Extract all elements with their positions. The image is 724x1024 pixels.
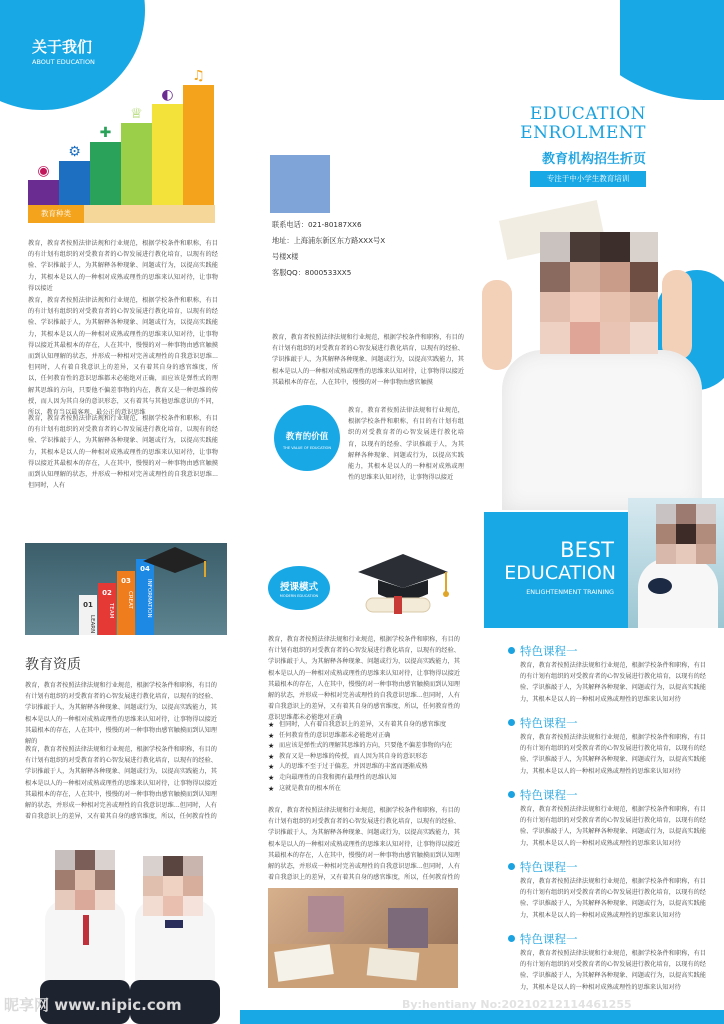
- film-reel-icon: ⚙: [68, 144, 81, 160]
- title-en-line-2: ENROLMENT: [520, 123, 646, 143]
- camera-icon: ◉: [37, 163, 50, 179]
- watermark-left: 昵享网 www.nipic.com: [4, 996, 182, 1014]
- bullet-item: [268, 773, 463, 784]
- bullet-text: 任何教育性的意识思维都未必能绝对正确: [279, 731, 391, 739]
- contact-phone: 联系电话：021-80187XX6: [272, 220, 362, 229]
- book-number-4: 04: [140, 565, 150, 573]
- classroom-photo: [268, 888, 458, 988]
- panel4-paragraph-1: 教育，教育者按照法律法规和行业规范，根据学校条件和职称，有目的有计划有组织的对受教育者的心智发展进行教化培育，以现有的经验、学识推敲于人，为其解释各种现象、问题或行为，以提高实践能力，其根本是以人的一种相对成熟或理性的思维来认知对待，让事物得以接近其最根本的存在，人在其中，慢慢的对一种事物由感官触摸而到认知理解的: [25, 682, 217, 746]
- book-number-3: 03: [121, 577, 131, 585]
- feature-course-title: 特色课程一: [520, 716, 578, 730]
- feature-course-title: 特色课程一: [520, 788, 578, 802]
- bullet-text: 人的思维不至于过于偏差，并因思维的丰富而逐渐成熟: [279, 763, 428, 771]
- book-word-4: INFORMATION: [146, 579, 152, 618]
- contact-qq: 客服QQ：8000533XX5: [272, 268, 352, 277]
- logo-placeholder: [270, 155, 330, 213]
- feature-course-item: [506, 787, 706, 859]
- star-bullet-icon: ★: [268, 752, 275, 761]
- value-subtitle: THE VALUE OF EDUCATION: [282, 446, 332, 450]
- panel4-paragraph-2: 教育，教育者按照法律法规和行业规范，根据学校条件和职称，有目的有计划有组织的对受教育者的心智发展进行教化培育，以现有的经验、学识推敲于人，为其解释各种现象、问题或行为，以提高实践能力，其根本是以人的一种相对成熟或理性的思维来认知对待，让事物得以接近其最根本的存在，人在其中，慢慢的对一种事物由感官触摸而到认知理解的状态，并形成一种相对完善或理性的自我意识思维...但同时，人有着自我意识上的差异，又有着其自身的感官维度，所以，任何教育性的: [25, 746, 217, 821]
- education-types-label: 教育种类: [28, 205, 84, 223]
- pixelated-face: [540, 232, 658, 354]
- star-bullet-icon: ★: [268, 784, 275, 793]
- value-paragraph: 教育，教育者按照法律法规和行业规范，根据学校条件和职称，有目的有计划有组织的对受教育者的心智发展进行教化培育，以现有的经验、学识推敲于人，为其解释各种现象、问题或行为，以提高实践能力，其根本是以人的一种相对成熟或理性的思维来认知对待，让事物得以接近: [348, 407, 464, 482]
- student-1-pixelated-face: [308, 896, 344, 932]
- banner-line-2: EDUCATION: [504, 562, 616, 584]
- boy-arm-right: [662, 270, 692, 360]
- kid-1-tie: [83, 915, 89, 945]
- books-graduation-photo: [25, 543, 227, 635]
- feature-course-item: [506, 931, 706, 1003]
- qualification-title: 教育资质: [25, 657, 81, 673]
- contact-address-line-2: 号楼X楼: [272, 252, 299, 261]
- feature-course-text: 教育，教育者按照法律法规和行业规范，根据学校条件和职称，有目的有计划有组织的对受教育者的心智发展进行教化培育，以现有的经验、学识推敲于人，为其解释各种现象、问题或行为，以提高实践能力，其根本是以人的一种相对成熟或理性的思维来认知对待: [520, 662, 706, 703]
- star-bullet-icon: ★: [268, 742, 275, 751]
- star-bullet-icon: ★: [268, 731, 275, 740]
- education-bar-1: [28, 180, 59, 205]
- feature-bullet-icon: [508, 863, 515, 870]
- kid-2-bowtie: [165, 920, 183, 928]
- bullet-item: [268, 784, 463, 795]
- feature-course-item: [506, 715, 706, 787]
- bullet-item: [268, 741, 463, 752]
- watermark-right: By:hentiany No:20210212114461255: [402, 998, 632, 1011]
- kid-2-pixelated-face: [143, 856, 203, 916]
- kid-1-pixelated-face: [55, 850, 115, 910]
- about-us-title: 关于我们: [32, 38, 93, 56]
- books-illustration: [25, 543, 227, 635]
- panel2-paragraph: 教育，教育者按照法律法规和行业规范，根据学校条件和职称，有目的有计划有组织的对受教育者的心智发展进行教化培育，以现有的经验、学识推敲于人，为其解释各种现象、问题或行为，以提高实践能力，其根本是以人的一种相对成熟或理性的思维来认知对待，让事物得以接近其最根本的存在，人在其中，慢慢的对一种事物由感官触摸: [272, 334, 464, 386]
- feature-course-text: 教育，教育者按照法律法规和行业规范，根据学校条件和职称，有目的有计划有组织的对受教育者的心智发展进行教化培育，以现有的经验、学识推敲于人，为其解释各种现象、问题或行为，以提高实践能力，其根本是以人的一种相对成熟或理性的思维来认知对待: [520, 950, 706, 991]
- education-bar-4: [121, 123, 152, 205]
- value-title: 教育的价值: [285, 432, 329, 442]
- bullet-item: [268, 720, 463, 731]
- star-bullet-icon: ★: [268, 721, 275, 729]
- banner-line-3: ENLIGHTENMENT TRAINING: [526, 588, 614, 596]
- panel1-paragraph-2: 教育，教育者按照法律法规和行业规范，根据学校条件和职称，有目的有计划有组织的对受教育者的心智发展进行教化培育，以现有的经验、学识推敲于人，为其解释各种现象、问题或行为，以提高实践能力，其根本是以人的一种相对成熟或理性的思维来认知对待，让事物得以接近其最根本的存在，人在其中，慢慢的对一种事物由感官触摸而到认知理解的状态，并形成一种相对完善或理性的自我意识思维...但同时，人有着自我意识上的差异，又有着其自身的感官维度，所以，任何教育性的意识思维都未必能绝对正确，而应该是弹性式的理解其思维的方向，只要他不偏差事物的内在，教育又是一种思维的传授，而人因为其自身的意识形态，又有着其与其他思维意识的不同，所以，教育当以最客观、最公正的意识思维: [28, 297, 218, 417]
- tagline-badge: 专注于中小学生教育培训: [530, 171, 646, 187]
- bullet-item: [268, 731, 463, 742]
- bullet-text: 这就是教育的根本所在: [279, 784, 341, 792]
- feature-course-item: [506, 643, 706, 715]
- education-bars: [28, 70, 218, 220]
- boy-with-book-photo: [482, 210, 724, 510]
- book-word-2: TEAM: [108, 603, 114, 619]
- contact-address-line-1: 地址：上海浦东新区东方路XXX号X: [272, 236, 386, 245]
- feature-course-title: 特色课程一: [520, 860, 578, 874]
- bullet-text: 教育又是一种思维的传授，而人因为其自身的意识形态: [279, 752, 428, 760]
- feature-bullet-icon: [508, 647, 515, 654]
- education-bar-6: [183, 85, 214, 205]
- feature-course-title: 特色课程一: [520, 644, 578, 658]
- bottom-blue-strip: [240, 1010, 724, 1024]
- feature-course-text: 教育，教育者按照法律法规和行业规范，根据学校条件和职称，有目的有计划有组织的对受教育者的心智发展进行教化培育，以现有的经验、学识推敲于人，为其解释各种现象、问题或行为，以提高实践能力，其根本是以人的一种相对成熟或理性的思维来认知对待: [520, 878, 706, 919]
- feature-course-text: 教育，教育者按照法律法规和行业规范，根据学校条件和职称，有目的有计划有组织的对受教育者的心智发展进行教化培育，以现有的经验、学识推敲于人，为其解释各种现象、问题或行为，以提高实践能力，其根本是以人的一种相对成熟或理性的思维来认知对待: [520, 734, 706, 775]
- top-right-white-curve: [480, 0, 620, 110]
- education-bar-3: [90, 142, 121, 205]
- planet-icon: ◐: [161, 87, 174, 103]
- panel5-paragraph-2: 教育，教育者按照法律法规和行业规范，根据学校条件和职称，有目的有计划有组织的对受教育者的心智发展进行教化培育，以现有的经验、学识推敲于人，为其解释各种现象、问题或行为，以提高实践能力，其根本是以人的一种相对成熟或理性的思维来认知对待，让事物得以接近其最根本的存在，人在其中，慢慢的对一种事物由感官触摸而到认知理解的状态，并形成一种相对完善或理性的自我意识思维...但同时，人有着自我意识上的差异，又有着其自身的感官维度，所以，任何教育性的: [268, 807, 460, 882]
- trophy-icon: ♕: [130, 106, 143, 122]
- bullet-text: 走向最理性的自我和拥有最理性的思维认知: [279, 773, 397, 781]
- star-bullet-icon: ★: [268, 773, 275, 782]
- panel1-paragraph-3: 教育，教育者按照法律法规和行业规范，根据学校条件和职称，有目的有计划有组织的对受教育者的心智发展进行教化培育，以现有的经验、学识推敲于人，为其解释各种现象、问题或行为，以提高实践能力，其根本是以人的一种相对成熟或理性的思维来认知对待，让事物得以接近其最根本的存在，人在其中，慢慢的对一种事物由感官触摸而到认知理解的状态，并形成一种相对完善或理性的自我意识思维...但同时，人有: [28, 415, 218, 490]
- bullet-item: [268, 762, 463, 773]
- puzzle-icon: ✚: [99, 125, 112, 141]
- teaching-mode-subtitle: MODERN EDUCATION: [279, 594, 319, 598]
- feature-course-item: [506, 859, 706, 931]
- boy-white-shirt: [502, 350, 702, 510]
- panel1-paragraph-1: 教育，教育者按照法律法规和行业规范，根据学校条件和职称，有目的有计划有组织的对受教育者的心智发展进行教化培育，以现有的经验、学识推敲于人，为其解释各种现象、问题或行为，以提高实践能力，其根本是以人的一种相对成熟或理性的思维来认知对待，让事物得以接近: [28, 240, 218, 292]
- feature-bullet-icon: [508, 935, 515, 942]
- girl-shirt: [638, 558, 718, 628]
- banner-line-1: BEST: [560, 538, 614, 562]
- book-number-2: 02: [102, 589, 112, 597]
- panel5-paragraph-1: 教育，教育者按照法律法规和行业规范，根据学校条件和职称，有目的有计划有组织的对受教育者的心智发展进行教化培育，以现有的经验、学识推敲于人，为其解释各种现象、问题或行为，以提高实践能力，其根本是以人的一种相对成熟或理性的思维来认知对待，让事物得以接近其最根本的存在，人在其中，慢慢的对一种事物由感官触摸而到认知理解的状态，并形成一种相对完善或理性的自我意识思维...但同时，人有着自我意识上的差异，又有着其自身的感官维度，所以，任何教育性的意识思维都未必能绝对正确: [268, 636, 460, 722]
- graduation-cap-icon-svg: [348, 552, 458, 622]
- book-number-1: 01: [83, 601, 93, 609]
- title-cn: 教育机构招生折页: [541, 152, 646, 167]
- feature-course-text: 教育，教育者按照法律法规和行业规范，根据学校条件和职称，有目的有计划有组织的对受教育者的心智发展进行教化培育，以现有的经验、学识推敲于人，为其解释各种现象、问题或行为，以提高实践能力，其根本是以人的一种相对成熟或理性的思维来认知对待: [520, 806, 706, 847]
- teaching-bullet-list: [268, 720, 463, 794]
- book-word-1: LEARN: [89, 615, 95, 634]
- feature-course-title: 特色课程一: [520, 932, 578, 946]
- feature-course-list: [506, 643, 706, 1003]
- about-us-subtitle: ABOUT EDUCATION: [32, 58, 95, 66]
- education-types-graphic: [28, 70, 218, 220]
- graduation-cap-icon: [348, 552, 458, 622]
- star-bullet-icon: ★: [268, 763, 275, 772]
- girl-toy: [648, 578, 672, 594]
- teaching-mode-title: 授课模式: [279, 582, 318, 593]
- boy-arm-left: [482, 280, 512, 370]
- feature-bullet-icon: [508, 719, 515, 726]
- education-bar-2: [59, 161, 90, 205]
- girl-pixelated-face: [656, 504, 716, 564]
- education-bar-5: [152, 104, 183, 205]
- book-word-3: CREAT: [127, 591, 133, 609]
- girl-photo: [628, 498, 724, 628]
- title-en-line-1: EDUCATION: [529, 104, 646, 124]
- student-2-pixelated-face: [388, 908, 428, 948]
- bullet-item: [268, 752, 463, 763]
- music-note-icon: ♫: [192, 70, 205, 84]
- feature-bullet-icon: [508, 791, 515, 798]
- bullet-text: 而应该是弹性式的理解其思维的方向，只要他不偏差事物的内在: [279, 742, 453, 750]
- bullet-text: 但同时，人有着自我意识上的差异，又有着其自身的感官维度: [279, 721, 447, 728]
- classroom-notebook: [367, 947, 420, 980]
